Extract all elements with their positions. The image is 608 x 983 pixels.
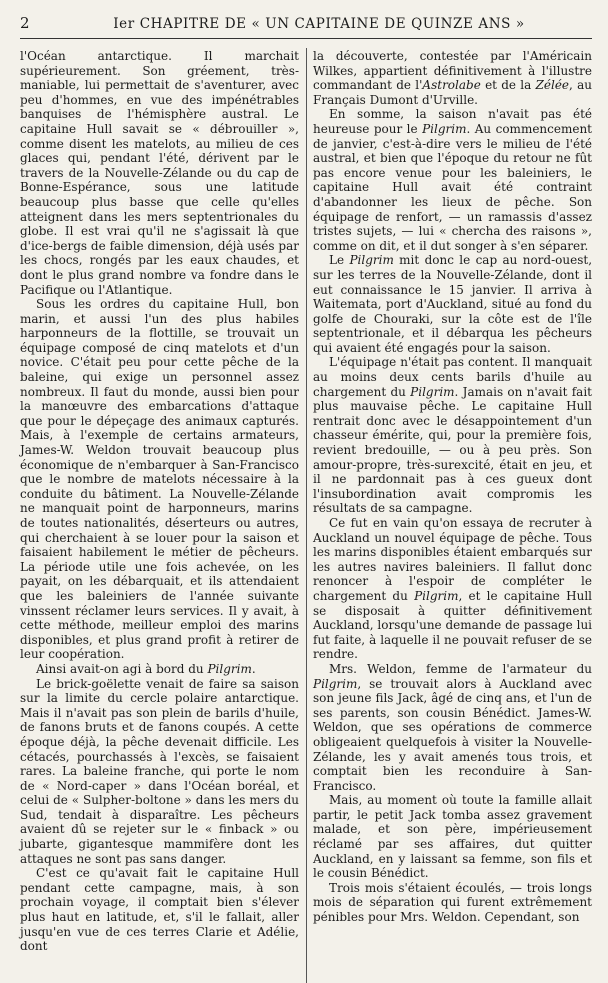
paragraph: Mais, au moment où toute la famille allait partir, le petit Jack tomba assez gravement malade, et son père, impérieusement réclamé par ses affaires, dut quitter Auckland, en y laissant sa femme, son fils et le cousin Bénédict.: [313, 793, 592, 881]
running-title: Ier CHAPITRE DE « UN CAPITAINE DE QUINZE ANS »: [113, 16, 525, 32]
paragraph: Ce fut en vain qu'on essaya de recruter à Auckland un nouvel équipage de pêche. Tous les marins disponibles étaient embarqués sur les autres navires baleiniers. Il fallut donc renoncer à l'espoir de compléter le chargement du Pilgrim, et le capitaine Hull se disposait à quitter définitivement Auckland, lorsqu'une demande de passage lui fut faite, à laquelle il ne pouvait refuser de se rendre.: [313, 516, 593, 662]
paragraph: Le Pilgrim mit donc le cap au nord-ouest, sur les terres de la Nouvelle-Zélande, dont il eut connaissance le 15 janvier. Il arriva à Waitemata, port d'Auckland, situé au fond du golfe de Chouraki, sur la côte est de l'île septentrionale, et il débarqua les pêcheurs qui avaient été engagés pour la saison.: [313, 253, 593, 355]
page-header: [20, 14, 592, 39]
paragraph: l'Océan antarctique. Il marchait supérieurement. Son gréement, très-maniable, lui permettait de s'aventurer, avec peu d'hommes, en vue des impénétrables banquises de l'hémisphère austral. Le capitaine Hull savait se « débrouiller », comme disent les matelots, au milieu de ces glaces qui, pendant l'été, dérivent par le travers de la Nouvelle-Zélande ou du cap de Bonne-Espérance, sous une latitude beaucoup plus basse que celle qu'elles atteignent dans les mers septentrionales du globe. Il est vrai qu'il ne s'agissait là que d'ice-bergs de faible dimension, déjà usés par les chocs, rongés par les eaux chaudes, et dont le plus grand nombre va fondre dans le Pacifique ou l'Atlantique.: [20, 49, 299, 297]
paragraph: Trois mois s'étaient écoulés, — trois longs mois de séparation qui furent extrêmement pénibles pour Mrs. Weldon. Cependant, son: [313, 880, 592, 925]
paragraph: Sous les ordres du capitaine Hull, bon marin, et aussi l'un des plus habiles harponneurs de la flottille, se trouvait un équipage composé de cinq matelots et d'un novice. C'était peu pour cette pêche de la baleine, qui exige un personnel assez nombreux. Il faut du monde, aussi bien pour la manœuvre des embarcations d'attaque que pour le dépeçage des animaux capturés. Mais, à l'exemple de certains armateurs, James-W. Weldon trouvait beaucoup plus économique de n'embarquer à San-Francisco que le nombre de matelots nécessaire à la conduite du bâtiment. La Nouvelle-Zélande ne manquait point de harponneurs, marins de toutes nationalités, déserteurs ou autres, qui cherchaient à se louer pour la saison et faisaient habilement le métier de pêcheurs. La période utile une fois achevée, on les payait, on les débarquait, et ils attendaient que les baleiniers de l'année suivante vinssent réclamer leurs services. Il y avait, à cette méthode, meilleur emploi des marins disponibles, et plus grand profit à retirer de leur coopération.: [20, 297, 299, 662]
left-column: [20, 49, 299, 954]
paragraph: la découverte, contestée par l'Américain Wilkes, appartient définitivement à l'illustre commandant de l'Astrolabe et de la Zélée, au Français Dumont d'Urville.: [313, 49, 592, 107]
ship-name: Pilgrim: [414, 588, 459, 603]
paragraph: Ainsi avait-on agi à bord du Pilgrim.: [36, 661, 256, 676]
paragraph: Mrs. Weldon, femme de l'armateur du Pilgrim, se trouvait alors à Auckland avec son jeune fils Jack, âgé de cinq ans, et l'un de ses parents, son cousin Bénédict. James-W. Weldon, que ses opérations de commerce obligeaient quelquefois à visiter la Nouvelle-Zélande, les y avait amenés tous trois, et comptait bien les reconduire à San-Francisco.: [313, 661, 592, 793]
ship-name: Pilgrim: [422, 121, 467, 136]
paragraph: L'équipage n'était pas content. Il manquait au moins deux cents barils d'huile au chargement du Pilgrim. Jamais on n'avait fait plus mauvaise pêche. Le capitaine Hull rentrait donc avec le désappointement d'un chasseur émérite, qui, pour la première fois, revient bredouille, — ou à peu près. Son amour-propre, très-surexcité, était en jeu, et il ne pardonnait pas à ces gueux dont l'insubordination avait compromis les résultats de sa campagne.: [313, 355, 592, 516]
paragraph: En somme, la saison n'avait pas été heureuse pour le Pilgrim. Au commencement de janvier, c'est-à-dire vers le milieu de l'été austral, et bien que l'époque du retour ne fût pas encore venue pour les baleiniers, le capitaine Hull avait été contraint d'abandonner les lieux de pêche. Son équipage de renfort, — un ramassis d'assez tristes sujets, — lui « chercha des raisons », comme on dit, et il dut songer à s'en séparer.: [313, 107, 593, 253]
ship-name: Astrolabe: [422, 78, 481, 93]
ship-name: Pilgrim: [207, 661, 252, 676]
ship-name: Pilgrim: [349, 253, 394, 268]
column-divider: [306, 48, 307, 983]
ship-name: Zélée: [535, 78, 570, 93]
page-number: 2: [20, 14, 30, 32]
ship-name: Pilgrim: [313, 676, 358, 691]
ship-name: Pilgrim: [410, 384, 455, 399]
right-column: [313, 49, 592, 954]
paragraph: Le brick-goëlette venait de faire sa saison sur la limite du cercle polaire antarctique. Mais il n'avait pas son plein de barils d'huile, de fanons bruts et de fanons coupés. A cette époque déjà, la pêche devenait difficile. Les cétacés, pourchassés à l'excès, se faisaient rares. La baleine franche, qui porte le nom de « Nord-caper » dans l'Océan boréal, et celui de « Sulpher-boltone » dans les mers du Sud, tendait à disparaître. Les pêcheurs avaient dû se rejeter sur le « finback » ou jubarte, gigantesque mammifère dont les attaques ne sont pas sans danger.: [20, 676, 299, 866]
paragraph: C'est ce qu'avait fait le capitaine Hull pendant cette campagne, mais, à son prochain voyage, il comptait bien s'élever plus haut en latitude, et, s'il le fallait, aller jusqu'en vue de ces terres Clarie et Adélie, dont: [20, 866, 299, 954]
